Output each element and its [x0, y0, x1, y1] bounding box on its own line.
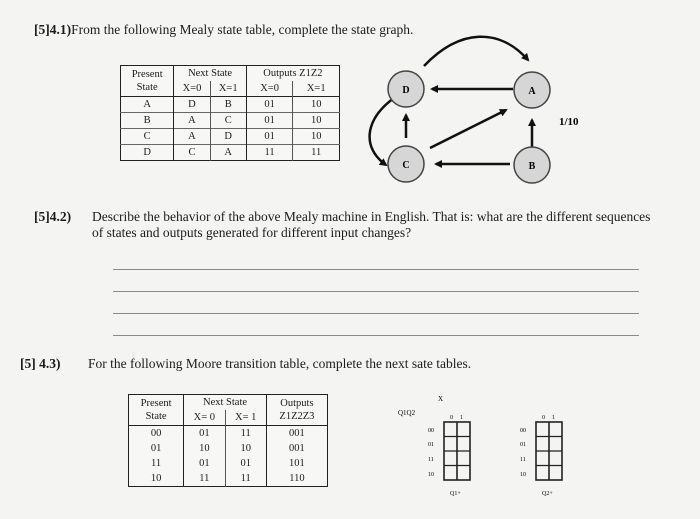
edge-label-b-to-a: 1/10 [559, 116, 579, 128]
kmap-q2-plus-label: Q2+ [542, 491, 553, 497]
svg-text:00: 00 [520, 428, 526, 434]
mealy-sub-out-x1: X=1 [306, 83, 326, 94]
state-node-b [514, 147, 550, 183]
svg-text:1: 1 [460, 415, 463, 421]
svg-text:10: 10 [520, 472, 526, 478]
question-4-1-number: [5]4.1) [34, 22, 72, 37]
answer-line-2[interactable] [113, 291, 639, 292]
mealy-state-table [120, 65, 340, 161]
mealy-sub-out-x0: X=0 [246, 81, 293, 97]
moore-head-present: Present State [129, 395, 184, 426]
state-node-c-label: C [402, 160, 410, 171]
question-4-1-prompt: From the following Mealy state table, complete the state graph. [71, 22, 414, 37]
state-graph [350, 30, 610, 200]
svg-text:0: 0 [450, 415, 453, 421]
moore-sub-next-x0: X= 0 [184, 410, 225, 426]
svg-text:10: 10 [428, 472, 434, 478]
mealy-head-outputs: Outputs Z1Z2 [263, 68, 323, 79]
question-4-3-number: [5] 4.3) [20, 356, 61, 371]
state-node-c [388, 146, 424, 182]
moore-sub-next-x1: X= 1 [225, 410, 266, 426]
state-node-a-label: A [528, 86, 536, 97]
answer-line-1[interactable] [113, 269, 639, 270]
state-node-a [514, 72, 550, 108]
state-node-b-label: B [528, 161, 536, 172]
svg-text:01: 01 [428, 442, 434, 448]
moore-row: 00 01 11 001 [129, 426, 328, 442]
answer-line-3[interactable] [113, 313, 639, 314]
svg-text:00: 00 [428, 428, 434, 434]
kmap-row-variable: Q1Q2 [398, 409, 416, 417]
answer-line-4[interactable] [113, 335, 639, 336]
next-state-kmaps [390, 388, 590, 503]
mealy-row: D C A 11 11 [121, 145, 340, 161]
svg-text:1: 1 [552, 415, 555, 421]
state-node-d [388, 71, 424, 107]
kmap-q1-plus-label: Q1+ [450, 491, 461, 497]
edge-d-to-a-arc [424, 37, 528, 66]
moore-head-next: Next State [184, 395, 267, 411]
moore-row: 11 01 01 101 [129, 456, 328, 471]
question-4-3-prompt: For the following Moore transition table, complete the next sate tables. [88, 356, 472, 371]
mealy-row: A D B 01 10 [121, 97, 340, 113]
kmap-q1-plus[interactable] [428, 415, 470, 497]
mealy-sub-next-x1: X=1 [210, 81, 246, 97]
kmap-q2-plus[interactable] [520, 415, 562, 497]
mealy-sub-next-x0: X=0 [174, 81, 210, 97]
moore-row: 10 11 11 110 [129, 471, 328, 487]
svg-text:0: 0 [542, 415, 545, 421]
mealy-row: B A C 01 10 [121, 113, 340, 129]
mealy-head-present: Present State [121, 66, 174, 97]
question-4-2-prompt: Describe the behavior of the above Mealy machine in English. That is: what are the different sequences of states and outputs generated for different input changes? [92, 209, 651, 240]
moore-row: 01 10 10 001 [129, 441, 328, 456]
question-4-2-number: [5]4.2) [34, 209, 72, 224]
moore-head-outputs: Outputs Z1Z2Z3 [266, 395, 327, 426]
state-node-d-label: D [402, 85, 410, 96]
mealy-row: C A D 01 10 [121, 129, 340, 145]
edge-c-to-a [430, 110, 506, 148]
moore-transition-table [128, 394, 328, 487]
mealy-head-next: Next State [174, 66, 246, 82]
svg-text:11: 11 [520, 457, 526, 463]
kmap-col-variable: X [438, 395, 444, 403]
svg-text:01: 01 [520, 442, 526, 448]
svg-text:11: 11 [428, 457, 434, 463]
